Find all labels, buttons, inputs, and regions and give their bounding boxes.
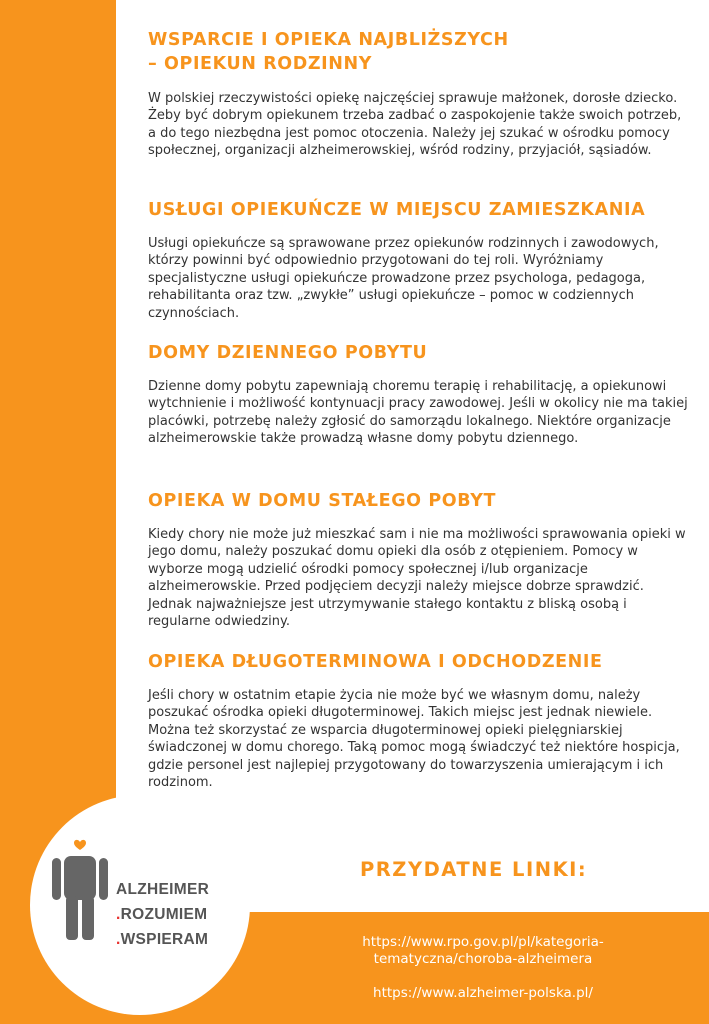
link-rpo[interactable]: [333, 934, 633, 968]
section-title: DOMY DZIENNEGO POBYTU: [148, 343, 428, 363]
section-title: OPIEKA DŁUGOTERMINOWA I ODCHODZENIE: [148, 652, 603, 672]
useful-links: [333, 934, 633, 1002]
brand-line-1: ALZHEIMER: [116, 881, 210, 898]
section-title: OPIEKA W DOMU STAŁEGO POBYT: [148, 491, 497, 511]
section-residential-care: [148, 489, 688, 630]
section-home-care-services: [148, 198, 688, 322]
section-body: Kiedy chory nie może już mieszkać sam i nie ma możliwości sprawowania opieki w jego domu, należy poszukać domu opieki dla osób z otępieniem. Pomocy w wyborze mogą udzielić ośrodki pomocy społecznej i/lub organizacje alzheimerowskie. Przed podjęciem decyzji należy miejsce dobrze sprawdzić. Jednak najważniejsze jest utrzymywanie stałego kontaktu z bliską osobą i regularne odwiedziny.: [148, 527, 686, 630]
link-rpo-line2: tematyczna/choroba-alzheimera: [373, 951, 593, 967]
section-title: [148, 28, 688, 76]
section-long-term-care: [148, 650, 688, 791]
brand-line-3: [116, 927, 209, 952]
link-alzheimer-polska[interactable]: https://www.alzheimer-polska.pl/: [373, 985, 593, 1001]
brand-word: ROZUMIEM: [120, 906, 208, 923]
brand-dot: .: [116, 931, 121, 948]
section-title-line2: – OPIEKUN RODZINNY: [148, 54, 373, 74]
brand-word: WSPIERAM: [120, 931, 209, 948]
section-title: USŁUGI OPIEKUŃCZE W MIEJSCU ZAMIESZKANIA: [148, 200, 646, 220]
brand-line-2: [116, 902, 209, 927]
person-heart-icon: [52, 832, 108, 940]
section-day-care-homes: [148, 341, 688, 448]
brand-logo-text: [116, 877, 209, 952]
section-body: Usługi opiekuńcze są sprawowane przez opiekunów rodzinnych i zawodowych, którzy powinni być odpowiednio przygotowani do tej roli. Wyróżniamy specjalistyczne usługi opiekuńcze prowadzone przez psychologa, pedagoga, rehabilitanta oraz tzw. „zwykłe” usługi opiekuńcze – pomoc w codziennych czynnościach.: [148, 236, 659, 321]
section-body: W polskiej rzeczywistości opiekę najczęściej sprawuje małżonek, dorosłe dziecko. Żeby być dobrym opiekunem trzeba zadbać o zaspokojenie także swoich potrzeb, a do tego niezbędna jest pomoc otoczenia. Należy jej szukać w ośrodku pomocy społecznej, organizacji alzheimerowskiej, wśród rodziny, przyjaciół, sąsiadów.: [148, 91, 682, 159]
section-title-line1: WSPARCIE I OPIEKA NAJBLIŻSZYCH: [148, 30, 509, 50]
links-title: PRZYDATNE LINKI:: [360, 858, 588, 881]
section-body: Jeśli chory w ostatnim etapie życia nie może być we własnym domu, należy poszukać ośrodka opieki długoterminowej. Takich miejsc jest jednak niewiele. Można też skorzystać ze wsparcia długoterminowej opieki pielęgniarskiej świadczonej w domu chorego. Taką pomoc mogą świadczyć też niektóre hospicja, gdzie personel jest najlepiej przygotowany do towarzyszenia umierającym i ich rodzinom.: [148, 688, 680, 791]
section-family-caregiver: [148, 28, 688, 160]
link-rpo-line1: https://www.rpo.gov.pl/pl/kategoria-: [362, 934, 604, 950]
section-body: Dzienne domy pobytu zapewniają choremu terapię i rehabilitację, a opiekunowi wytchnienie i możliwość kontynuacji pracy zawodowej. Jeśli w okolicy nie ma takiej placówki, potrzebę należy zgłosić do samorządu lokalnego. Niektóre organizacje alzheimerowskie także prowadzą własne domy pobytu dziennego.: [148, 379, 688, 447]
brand-dot: .: [116, 906, 121, 923]
